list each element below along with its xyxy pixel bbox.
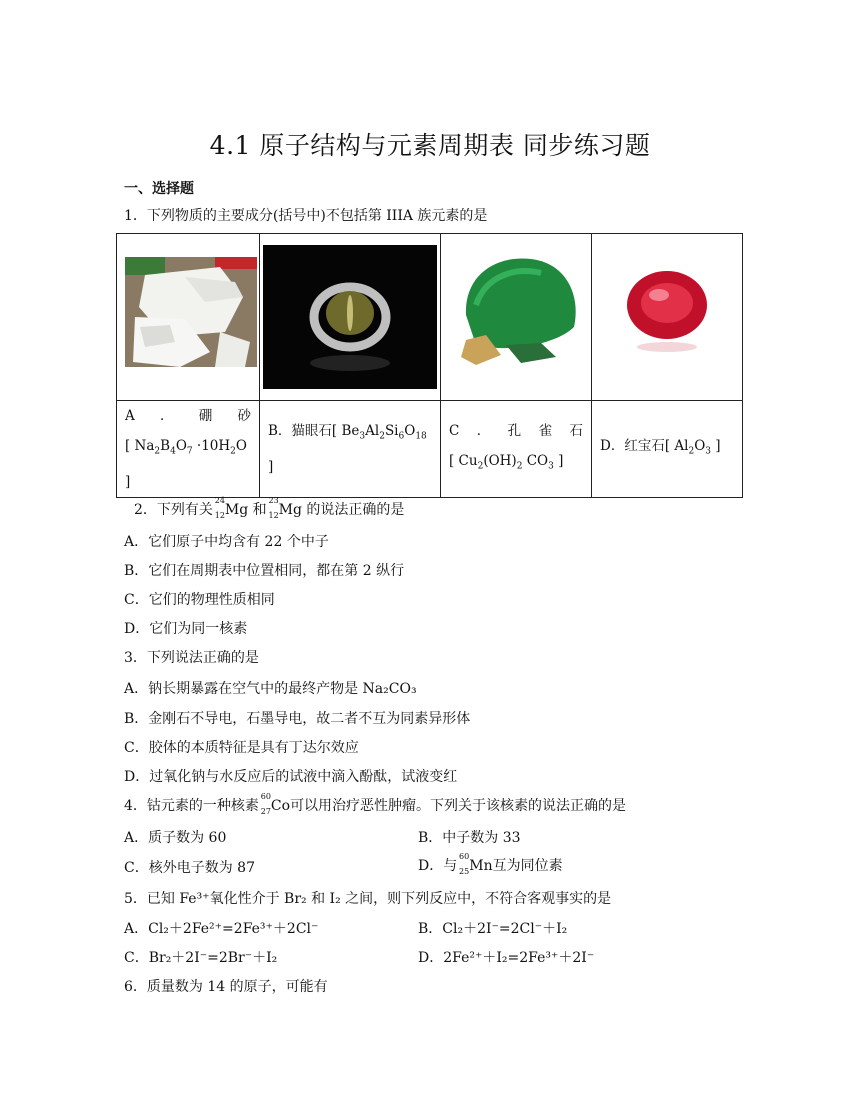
malachite-image bbox=[446, 245, 586, 375]
option-d-formula: [ $Al_2O_3$ ] bbox=[664, 438, 721, 457]
q5-option-d: D．2Fe²⁺＋I₂=2Fe³⁺＋2I⁻ bbox=[418, 950, 595, 966]
mg23-z: 12 bbox=[268, 511, 279, 520]
option-b-formula: [ $Be_3Al_2Si_6O_{18}$ ] bbox=[268, 423, 427, 475]
option-d-name: 红宝石 bbox=[624, 438, 665, 454]
mg24-mass: 24 bbox=[214, 496, 225, 505]
mg23-mass: 23 bbox=[268, 496, 279, 505]
option-a-letter: A bbox=[125, 408, 135, 424]
co60-mass: 60 bbox=[260, 792, 271, 801]
q4-option-d bbox=[418, 852, 563, 876]
mn60-z: 25 bbox=[459, 867, 470, 876]
mn60-mass: 60 bbox=[459, 852, 470, 861]
option-a-char1: 硼 bbox=[198, 408, 213, 424]
option-b-cats-eye bbox=[260, 401, 441, 498]
q4-stem-post: 可以用治疗恶性肿瘤。下列关于该核素的说法正确的是 bbox=[290, 798, 627, 814]
page-title: 4.1 原子结构与元素周期表 同步练习题 bbox=[209, 131, 651, 160]
q2-option-a: A．它们原子中均含有 22 个中子 bbox=[124, 534, 329, 550]
q4-option-a: A．质子数为 60 bbox=[124, 830, 227, 846]
option-c-label bbox=[449, 416, 583, 446]
q3-option-c: C．胶体的本质特征是具有丁达尔效应 bbox=[124, 740, 359, 756]
option-c-char2: 雀 bbox=[538, 423, 553, 439]
option-b-letter: B bbox=[268, 423, 278, 439]
q2-option-c: C．它们的物理性质相同 bbox=[124, 592, 275, 608]
mg24-symbol: Mg bbox=[224, 502, 249, 518]
option-d-dot: ． bbox=[610, 438, 625, 454]
q4-stem-pre: 4．钴元素的一种核素 bbox=[124, 798, 259, 814]
option-c-formula: [ $Cu_2(OH)_2$ $CO_3$ ] bbox=[449, 453, 564, 472]
ruby-image-cell bbox=[592, 234, 743, 401]
borax-image-cell bbox=[117, 234, 260, 401]
q2-option-b: B．它们在周期表中位置相同，都在第 2 纵行 bbox=[124, 563, 405, 579]
section-heading: 一、选择题 bbox=[124, 181, 194, 197]
option-a-borax bbox=[117, 401, 260, 498]
q3-option-d: D．过氧化钠与水反应后的试液中滴入酚酞，试液变红 bbox=[124, 769, 458, 785]
q4-option-d-pre: D．与 bbox=[418, 858, 458, 874]
option-a-label bbox=[125, 401, 251, 431]
q1-options-table bbox=[116, 233, 743, 498]
option-c-char3: 石 bbox=[569, 423, 583, 439]
q2-stem-post: 的说法正确的是 bbox=[306, 502, 405, 518]
cats-eye-ring-image bbox=[263, 245, 437, 389]
q5-option-a: A．Cl₂＋2Fe²⁺=2Fe³⁺＋2Cl⁻ bbox=[124, 921, 319, 937]
q5-stem: 5．已知 Fe³⁺氧化性介于 Br₂ 和 I₂ 之间，则下列反应中，不符合客观事实的是 bbox=[124, 891, 612, 907]
option-c-malachite bbox=[441, 401, 592, 498]
option-d-ruby bbox=[592, 401, 743, 498]
mn60-symbol: Mn bbox=[469, 858, 493, 874]
mg23-symbol: Mg bbox=[278, 502, 302, 518]
q4-option-c: C．核外电子数为 87 bbox=[124, 860, 255, 876]
q2-stem-pre: 2．下列有关 bbox=[134, 502, 213, 518]
q2-stem bbox=[134, 496, 405, 520]
co60-z: 27 bbox=[260, 807, 271, 816]
option-a-char2: 砂 bbox=[237, 408, 251, 424]
q4-option-b: B．中子数为 33 bbox=[418, 830, 521, 846]
option-c-char1: 孔 bbox=[507, 423, 522, 439]
q3-stem: 3．下列说法正确的是 bbox=[124, 650, 259, 666]
q2-stem-mid: 和 bbox=[252, 502, 267, 518]
nuclide-mg24 bbox=[213, 496, 225, 520]
option-a-dot: ． bbox=[160, 408, 174, 424]
option-d-letter: D bbox=[600, 438, 611, 454]
cats-eye-image-cell bbox=[260, 234, 441, 401]
q6-stem: 6．质量数为 14 的原子，可能有 bbox=[124, 979, 328, 995]
option-b-dot: ． bbox=[277, 423, 292, 439]
q3-option-a: A．钠长期暴露在空气中的最终产物是 Na₂CO₃ bbox=[124, 681, 417, 697]
option-b-name: 猫眼石 bbox=[291, 423, 332, 439]
malachite-image-cell bbox=[441, 234, 592, 401]
nuclide-mn60 bbox=[457, 852, 470, 876]
option-c-dot: ． bbox=[476, 423, 491, 439]
co60-symbol: Co bbox=[270, 798, 291, 814]
ruby-image bbox=[617, 259, 717, 359]
q5-option-b: B．Cl₂＋2I⁻=2Cl⁻＋I₂ bbox=[418, 921, 568, 937]
option-a-formula: [ $Na_2B_4O_7 \cdot 10H_2O$ ] bbox=[125, 438, 247, 490]
mg24-z: 12 bbox=[214, 511, 225, 520]
option-c-letter: C bbox=[449, 423, 460, 439]
nuclide-mg23 bbox=[267, 496, 279, 520]
nuclide-co60 bbox=[259, 792, 271, 816]
q5-option-c: C．Br₂＋2I⁻=2Br⁻＋I₂ bbox=[124, 950, 278, 966]
q4-option-d-post: 互为同位素 bbox=[492, 858, 563, 874]
q2-option-d: D．它们为同一核素 bbox=[124, 621, 248, 637]
q1-stem: 1．下列物质的主要成分(括号中)不包括第 IIIA 族元素的是 bbox=[124, 208, 488, 224]
q4-stem bbox=[124, 792, 627, 816]
q3-option-b: B．金刚石不导电，石墨导电，故二者不互为同素异形体 bbox=[124, 711, 471, 727]
borax-image bbox=[125, 257, 257, 367]
